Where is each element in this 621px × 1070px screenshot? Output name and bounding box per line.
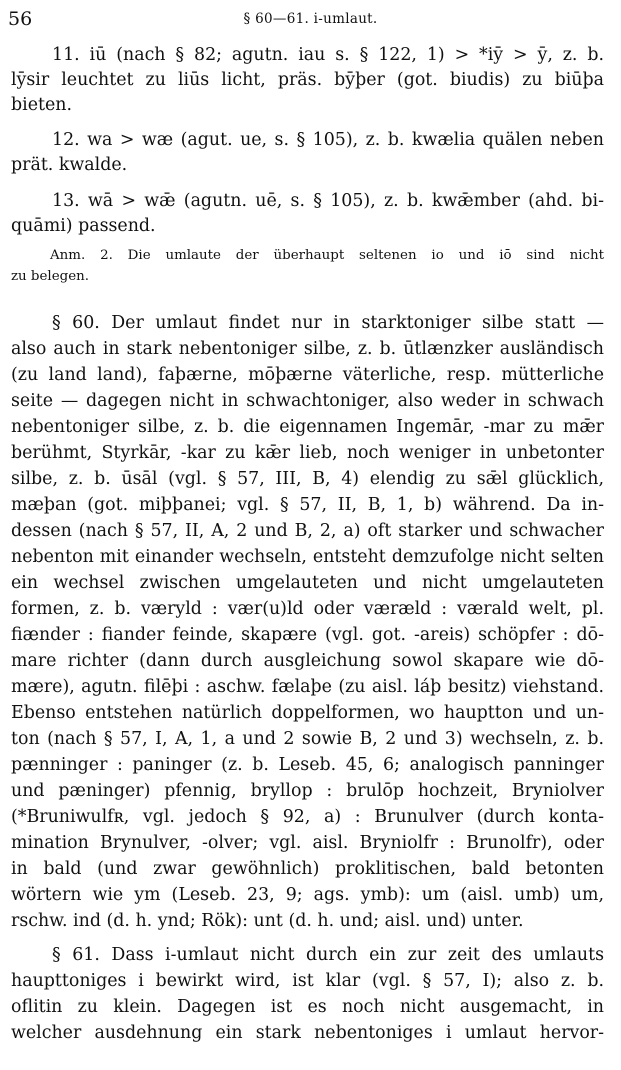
text-line: seite — dagegen nicht in schwachtoniger, also weder in schwach <box>11 391 604 411</box>
text-line: und pæninger) pfennig, bryllop : brulōp hochzeit, Bryniolver <box>11 781 604 801</box>
text-line: mare richter (dann durch ausgleichung sowol skapare wie dō- <box>11 651 604 671</box>
text-line: nebentoniger silbe, z. b. die eigennamen Ingemār, -mar zu mǣr <box>11 417 604 437</box>
text-line: wörtern wie ym (Leseb. 23, 9; ags. ymb): um (aisl. umb) um, <box>11 885 604 905</box>
text-line: oflitin zu klein. Dagegen ist es noch nicht ausgemacht, in <box>11 997 604 1017</box>
text-line: rschw. ind (d. h. ynd; Rök): unt (d. h. und; aisl. und) unter. <box>11 911 524 931</box>
text-line: berühmt, Styrkār, -kar zu kǣr lieb, noch weniger in unbetonter <box>11 443 604 463</box>
text-line: ton (nach § 57, I, A, 1, a und 2 sowie B, 2 und 3) wechseln, z. b. <box>11 729 604 749</box>
text-line: prät. kwalde. <box>11 155 128 175</box>
text-line: haupttoniges i bewirkt wird, ist klar (vgl. § 57, I); also z. b. <box>11 971 604 991</box>
text-line: fiænder : fiander feinde, skapære (vgl. got. -areis) schöpfer : dō- <box>11 625 604 645</box>
page-number: 56 <box>8 8 33 30</box>
text-line: mære), agutn. filēþi : aschw. fælaþe (zu aisl. láþ besitz) viehstand. <box>11 677 604 697</box>
text-line: bieten. <box>11 95 72 115</box>
text-line: in bald (und zwar gewöhnlich) proklitischen, bald betonten <box>11 859 604 879</box>
text-line: mination Brynulver, -olver; vgl. aisl. Bryniolfr : Brunolfr), oder <box>11 833 604 853</box>
text-line: also auch in stark nebentoniger silbe, z. b. ūtlænzker ausländisch <box>11 339 604 359</box>
text-line: welcher ausdehnung ein stark nebentoniges i umlaut hervor- <box>11 1023 604 1043</box>
text-line: ein wechsel zwischen umgelauteten und nicht umgelauteten <box>11 573 604 593</box>
text-line: mæþan (got. miþþanei; vgl. § 57, II, B, 1, b) während. Da in- <box>11 495 604 515</box>
text-line: (*Bruniwulfʀ, vgl. jedoch § 92, a) : Brunulver (durch konta- <box>11 807 604 827</box>
note-line: Anm. 2. Die umlaute der überhaupt seltenen io und iō sind nicht <box>50 248 604 263</box>
text-line: silbe, z. b. ūsāl (vgl. § 57, III, B, 4) elendig zu sǣl glücklich, <box>11 469 604 489</box>
text-line: nebenton mit einander wechseln, entsteht demzufolge nicht selten <box>11 547 604 567</box>
text-line: § 60. Der umlaut findet nur in starktoniger silbe statt — <box>52 313 604 333</box>
text-line: formen, z. b. væryld : vær(u)ld oder væræld : værald welt, pl. <box>11 599 604 619</box>
text-line: § 61. Dass i-umlaut nicht durch ein zur zeit des umlauts <box>52 945 604 965</box>
text-line: 11. iū (nach § 82; agutn. iau s. § 122, 1) > *iȳ > ȳ, z. b. <box>52 45 604 65</box>
text-line: (zu land land), faþærne, mōþærne väterliche, resp. mütterliche <box>11 365 604 385</box>
text-line: quāmi) passend. <box>11 216 156 236</box>
note-line: zu belegen. <box>11 269 90 284</box>
text-line: 13. wā > wǣ (agutn. uē, s. § 105), z. b. kwǣmber (ahd. bi- <box>52 191 604 211</box>
text-line: 12. wa > wæ (agut. ue, s. § 105), z. b. kwælia quälen neben <box>52 130 604 150</box>
text-line: Ebenso entstehen natürlich doppelformen, wo hauptton und un- <box>11 703 604 723</box>
text-line: dessen (nach § 57, II, A, 2 und B, 2, a) oft starker und schwacher <box>11 521 604 541</box>
running-title: § 60—61. i-umlaut. <box>243 11 378 27</box>
text-line: pænninger : paninger (z. b. Leseb. 45, 6; analogisch panninger <box>11 755 604 775</box>
page-header <box>8 8 613 30</box>
text-line: lȳsir leuchtet zu liūs licht, präs. bȳþer (got. biudis) zu biūþa <box>11 70 604 90</box>
